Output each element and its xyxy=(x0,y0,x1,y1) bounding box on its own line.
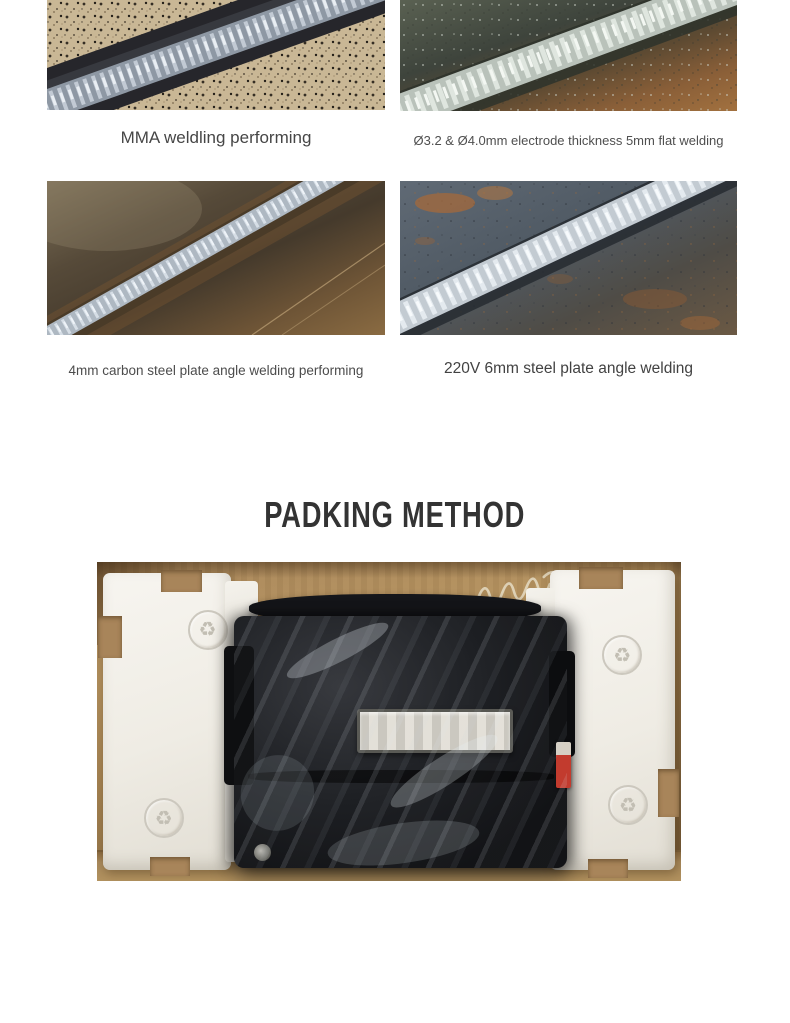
recycle-glyph: ♻ xyxy=(154,807,173,830)
mma-welding-photo xyxy=(47,0,385,110)
carbon-steel-welding-art xyxy=(47,181,385,335)
recycle-stamp-icon xyxy=(188,610,228,650)
recycle-stamp-icon xyxy=(144,798,184,838)
recycle-glyph: ♻ xyxy=(619,794,637,817)
flat-welding-art xyxy=(400,0,737,111)
caption-flat-welding: Ø3.2 & Ø4.0mm electrode thickness 5mm flat welding xyxy=(413,133,724,148)
recycle-glyph: ♻ xyxy=(613,644,632,667)
packing-box-photo xyxy=(97,562,681,881)
foam-notch xyxy=(588,859,629,878)
foam-notch xyxy=(150,857,191,876)
packing-heading-row xyxy=(0,494,790,536)
packing-method-heading: PADKING METHOD xyxy=(264,494,526,535)
foam-notch xyxy=(658,769,678,817)
caption-carbon-steel-welding: 4mm carbon steel plate angle welding performing xyxy=(68,363,364,378)
mma-welding-art xyxy=(47,0,385,110)
flat-welding-photo xyxy=(400,0,737,111)
carbon-steel-welding-photo xyxy=(47,181,385,335)
caption-steel-plate-angle-welding: 220V 6mm steel plate angle welding xyxy=(443,360,693,377)
steel-plate-angle-welding-art xyxy=(400,181,737,335)
foam-notch xyxy=(579,567,623,589)
recycle-glyph: ♻ xyxy=(198,619,217,642)
foam-notch xyxy=(98,616,121,657)
caption-mma-welding: MMA weldling performing xyxy=(120,128,312,147)
wrapped-welding-machine xyxy=(234,616,567,868)
steel-plate-angle-welding-photo xyxy=(400,181,737,335)
foam-notch xyxy=(161,570,202,592)
